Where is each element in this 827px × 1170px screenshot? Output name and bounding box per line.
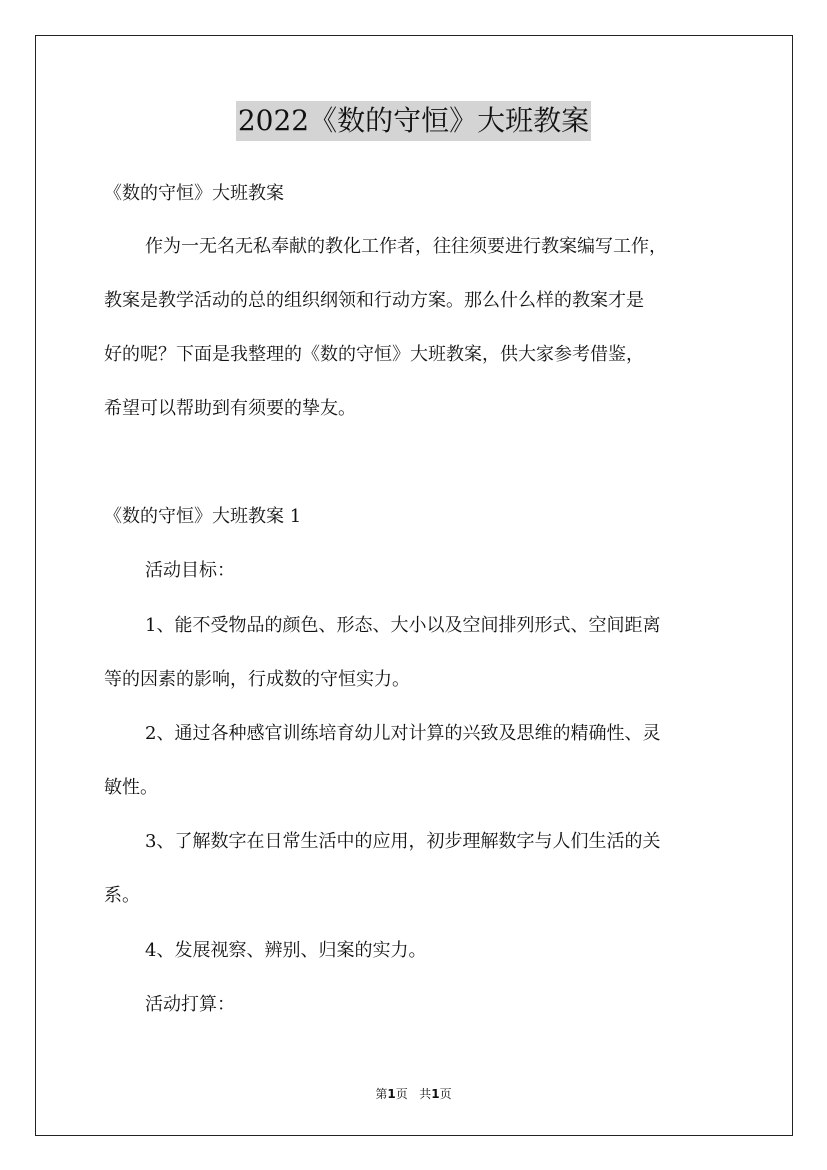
section-title: 《数的守恒》大班教案 1	[104, 506, 302, 527]
goal-line-4: 敏性。	[104, 777, 158, 798]
goal-line-3: 2、通过各种感官训练培育幼儿对计算的兴致及思维的精确性、灵	[145, 723, 661, 744]
goal-line-5: 3、了解数字在日常生活中的应用，初步理解数字与人们生活的关	[145, 831, 661, 852]
intro-line-4: 希望可以帮助到有须要的挚友。	[104, 398, 356, 419]
footer-page-number: 1	[387, 1087, 396, 1101]
footer-total-suffix: 页	[439, 1087, 452, 1101]
intro-line-1: 作为一无名无私奉献的教化工作者，往往须要进行教案编写工作，	[145, 236, 667, 257]
goal-line-1: 1、能不受物品的颜色、形态、大小以及空间排列形式、空间距离	[145, 615, 661, 636]
goal-line-6: 系。	[104, 885, 140, 906]
goal-heading: 活动目标：	[145, 560, 235, 581]
goal-line-2: 等的因素的影响，行成数的守恒实力。	[104, 669, 410, 690]
footer-total-prefix: 共	[419, 1087, 432, 1101]
footer-page-prefix: 第	[375, 1087, 388, 1101]
footer-page-suffix: 页	[395, 1087, 408, 1101]
page-footer	[0, 1085, 827, 1102]
plan-heading: 活动打算：	[145, 994, 235, 1015]
document-title-wrap	[0, 101, 827, 141]
subtitle: 《数的守恒》大班教案	[104, 183, 284, 204]
document-title: 2022《数的守恒》大班教案	[236, 101, 591, 141]
intro-line-3: 好的呢？下面是我整理的《数的守恒》大班教案，供大家参考借鉴，	[104, 344, 644, 365]
goal-line-7: 4、发展视察、辨别、归案的实力。	[145, 940, 427, 961]
footer-total-number: 1	[431, 1087, 440, 1101]
intro-line-2: 教案是教学活动的总的组织纲领和行动方案。那么什么样的教案才是	[104, 290, 644, 311]
